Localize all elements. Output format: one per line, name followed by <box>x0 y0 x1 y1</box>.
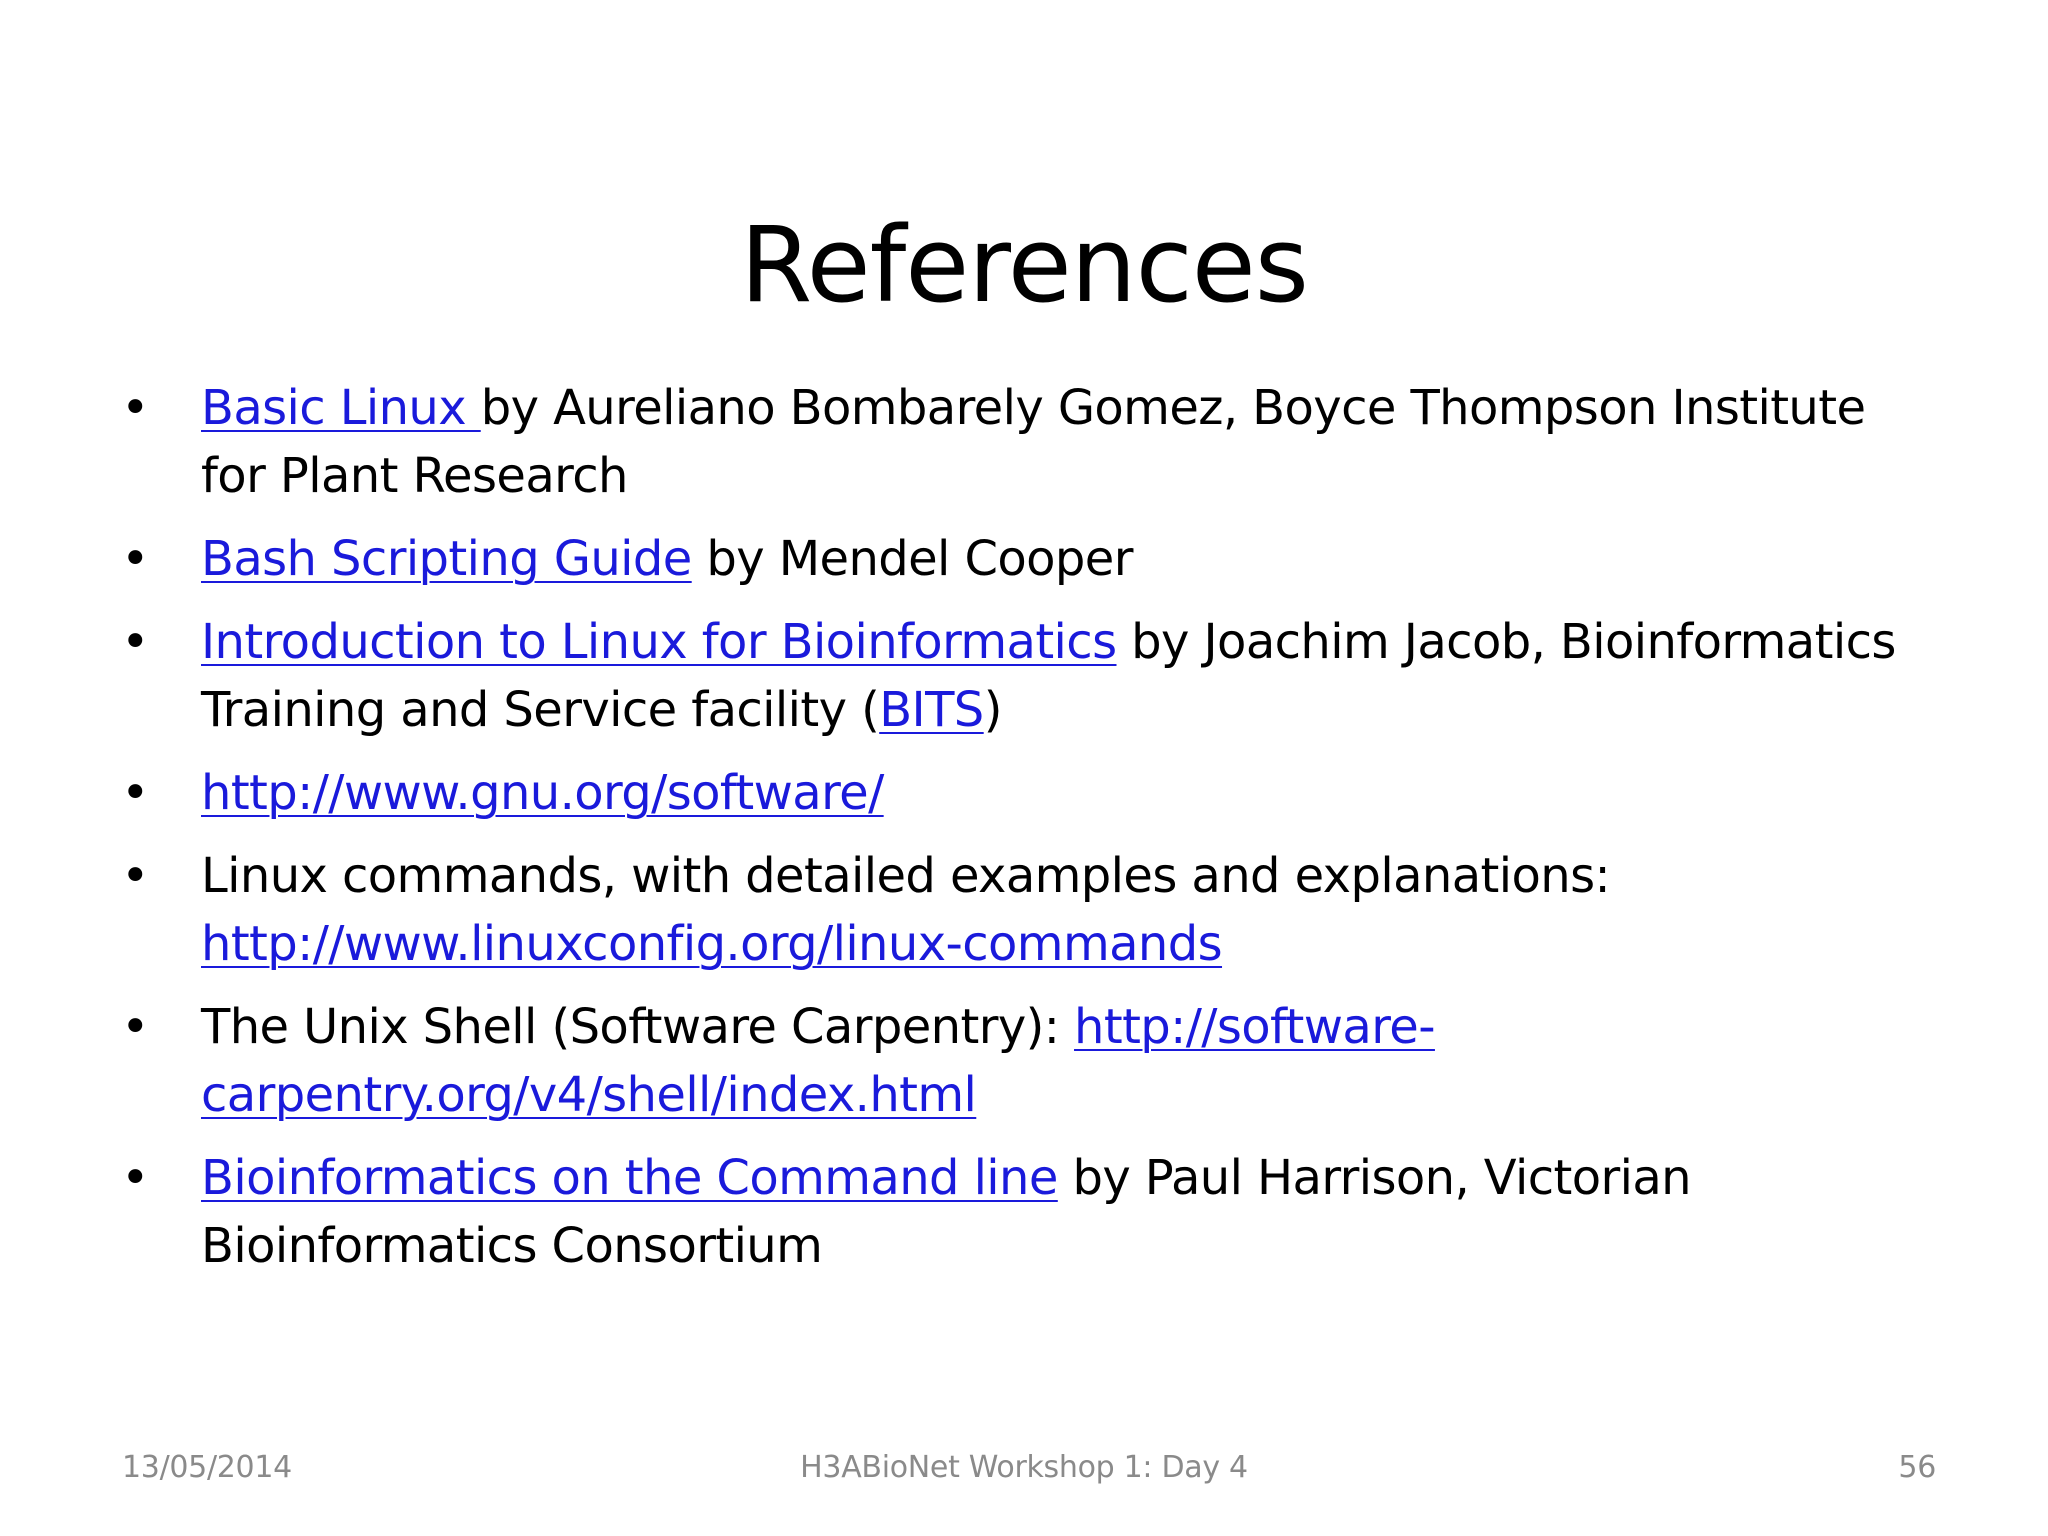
bullet-icon: • <box>121 765 149 821</box>
intro-linux-bioinformatics-link[interactable]: Introduction to Linux for Bioinformatics <box>201 614 1117 670</box>
reference-text <box>201 525 1940 593</box>
software-carpentry-shell-link[interactable]: http://software-carpentry.org/v4/shell/index.html <box>201 999 1435 1123</box>
bullet-icon: • <box>121 380 149 436</box>
list-item <box>120 993 1940 1129</box>
reference-description: by Aureliano Bombarely Gomez, Boyce Thompson Institute for Plant Research <box>201 380 1866 504</box>
reference-description: by Paul Harrison, Victorian Bioinformatics Consortium <box>201 1150 1691 1274</box>
bits-link[interactable]: BITS <box>879 682 984 738</box>
reference-description: Linux commands, with detailed examples and explanations: <box>201 848 1611 904</box>
references-list <box>120 374 1940 1295</box>
reference-description: The Unix Shell (Software Carpentry): <box>201 999 1075 1055</box>
list-item <box>120 1144 1940 1280</box>
reference-description: by Joachim Jacob, Bioinformatics Training and Service facility ( <box>201 614 1896 738</box>
reference-closing: ) <box>983 682 1002 738</box>
reference-text <box>201 842 1940 978</box>
bullet-icon: • <box>121 1150 149 1206</box>
slide-title: References <box>740 203 1308 326</box>
bullet-icon: • <box>121 531 149 587</box>
reference-text <box>201 608 1940 744</box>
list-item <box>120 374 1940 510</box>
reference-text <box>201 993 1940 1129</box>
page-number: 56 <box>1898 1450 1936 1485</box>
footer-event: H3ABioNet Workshop 1: Day 4 <box>800 1450 1248 1485</box>
bash-scripting-guide-link[interactable]: Bash Scripting Guide <box>201 531 692 587</box>
bioinformatics-command-line-link[interactable]: Bioinformatics on the Command line <box>201 1150 1058 1206</box>
reference-description: by Mendel Cooper <box>691 531 1133 587</box>
linuxconfig-commands-link[interactable]: http://www.linuxconfig.org/linux-commands <box>201 916 1223 972</box>
bullet-icon: • <box>121 999 149 1055</box>
bullet-icon: • <box>121 614 149 670</box>
bullet-icon: • <box>121 848 149 904</box>
list-item <box>120 759 1940 827</box>
footer-date: 13/05/2014 <box>122 1450 292 1485</box>
list-item <box>120 842 1940 978</box>
reference-text <box>201 759 1940 827</box>
list-item <box>120 525 1940 593</box>
gnu-software-link[interactable]: http://www.gnu.org/software/ <box>201 765 884 821</box>
reference-text <box>201 1144 1940 1280</box>
basic-linux-link[interactable]: Basic Linux <box>201 380 481 436</box>
reference-text <box>201 374 1940 510</box>
list-item <box>120 608 1940 744</box>
